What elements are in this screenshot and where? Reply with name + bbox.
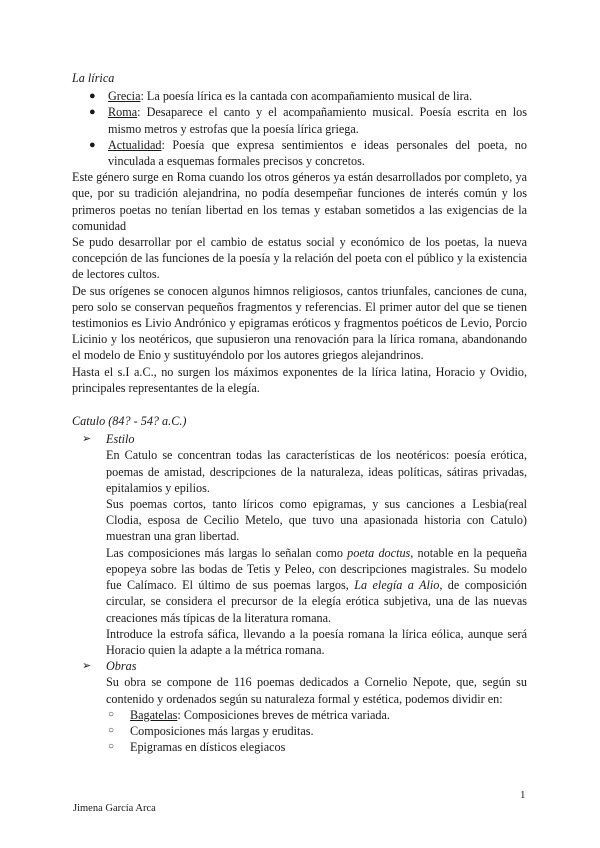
estilo-body	[72, 447, 527, 658]
obras-list	[72, 707, 527, 756]
page-number: 1	[520, 789, 526, 801]
subsection-title: Estilo	[106, 432, 135, 447]
list-item	[106, 723, 527, 739]
bullet-term: Grecia	[108, 89, 141, 104]
arrow-icon: ➢	[82, 660, 92, 673]
bullet-term: Roma	[108, 105, 138, 120]
item-text: Composiciones más largas y eruditas.	[130, 723, 314, 738]
bullet-icon: ●	[89, 90, 96, 103]
list-item	[106, 707, 527, 723]
lirica-bullet-list	[72, 88, 527, 169]
item-text: Epigramas en dísticos elegiacos	[130, 740, 286, 755]
paragraph: Este género surge en Roma cuando los otros géneros ya están desarrollados por completo, ya que, por su tradición alejandrina, no podía desempeñar funciones de interés común y los primeros poetas no tenían libertad en los temas y estaban sometidos a las exigencias de la comunidad	[72, 170, 527, 233]
italic-term: poeta doctus	[347, 545, 411, 560]
section-title-catulo: Catulo (84? - 54? a.C.)	[72, 414, 187, 429]
italic-title: La elegía a Alio	[354, 578, 440, 593]
paragraph: Introduce la estrofa sáfica, llevando a la poesía romana la lírica eólica, aunque será Horacio quien la adapte a la métrica romana.	[106, 626, 527, 657]
bullet-term: Actualidad	[108, 137, 162, 152]
paragraph: Sus poemas cortos, tanto líricos como epigramas, y sus canciones a Lesbia(real Clodia, esposa de Cecilio Metelo, que tuvo una apasionada historia con Catulo) muestran una gran libertad.	[106, 497, 527, 544]
subsection-estilo	[72, 431, 527, 447]
section-gap	[72, 396, 527, 413]
list-item	[106, 739, 527, 755]
arrow-icon: ➢	[82, 433, 92, 446]
section-title-lirica: La lírica	[72, 71, 115, 85]
text-run: Las composiciones más largas lo señalan como	[106, 545, 348, 560]
paragraph: En Catulo se concentran todas las características de los neotéricos: poesía erótica, poemas de amistad, descripciones de la naturaleza, ideas políticas, sátiras privadas, epitalamios y epilios.	[106, 448, 527, 495]
hollow-circle-icon: ○	[108, 724, 115, 736]
text-run: , notable en la pequeña epopeya sobre las bodas de Tetis y Peleo, con descripciones magistrales. Su modelo fue Calímaco. El último de sus poemas largos,	[106, 545, 527, 593]
paragraph: Su obra se compone de 116 poemas dedicados a Cornelio Nepote, que, según su contenido y ordenados según su naturaleza formal y estética, podemos dividir en:	[106, 675, 527, 706]
text-run: , de composición circular, se considera el precursor de la elegía erótica subjetiva, una de las nuevas creaciones más típicas de la literatura romana.	[106, 578, 527, 625]
hollow-circle-icon: ○	[108, 708, 115, 720]
hollow-circle-icon: ○	[108, 741, 115, 753]
subsection-title: Obras	[106, 659, 137, 674]
bullet-icon: ●	[89, 106, 96, 119]
item-term: Bagatelas	[130, 707, 178, 722]
paragraph: De sus orígenes se conocen algunos himnos religiosos, cantos triunfales, canciones de cuna, pero solo se conservan pequeños fragmentos y referencias. El primer autor del que se tienen testimonios es Livio Andrónico y epigramas eróticos y fragmentos poéticos de Levio, Porcio Licinio y los neotéricos, que supusieron una renovación para la lírica romana, abandonando el modelo de Enio y sustituyéndolo por los autores griegos alejandrinos.	[72, 283, 527, 363]
paragraph: Hasta el s.I a.C., no surgen los máximos exponentes de la lírica latina, Horacio y Ovidio, principales representantes de la elegía.	[72, 364, 527, 395]
obras-body	[72, 674, 527, 706]
paragraph: Se pudo desarrollar por el cambio de estatus social y económico de los poetas, la nueva concepción de las funciones de la poesía y la relación del poeta con el público y la existencia de lectores cultos.	[72, 235, 527, 282]
list-item	[72, 88, 527, 104]
bullet-text: : La poesía lírica es la cantada con acompañamiento musical de lira.	[140, 89, 473, 104]
list-item	[72, 104, 527, 136]
list-item	[72, 137, 527, 169]
subsection-obras	[72, 658, 527, 674]
bullet-text: : Poesía que expresa sentimientos e ideas personales del poeta, no vinculada a esquemas formales precisos y concretos.	[108, 137, 527, 169]
bullet-text: : Desaparece el canto y el acompañamiento musical. Poesía escrita en los mismo metros y estrofas que la poesía lírica griega.	[108, 105, 527, 136]
footer-author: Jimena García Arca	[73, 803, 156, 814]
paragraph	[106, 545, 527, 626]
bullet-icon: ●	[89, 138, 96, 151]
item-text: : Composiciones breves de métrica variada.	[177, 707, 390, 722]
document-page	[72, 70, 527, 755]
